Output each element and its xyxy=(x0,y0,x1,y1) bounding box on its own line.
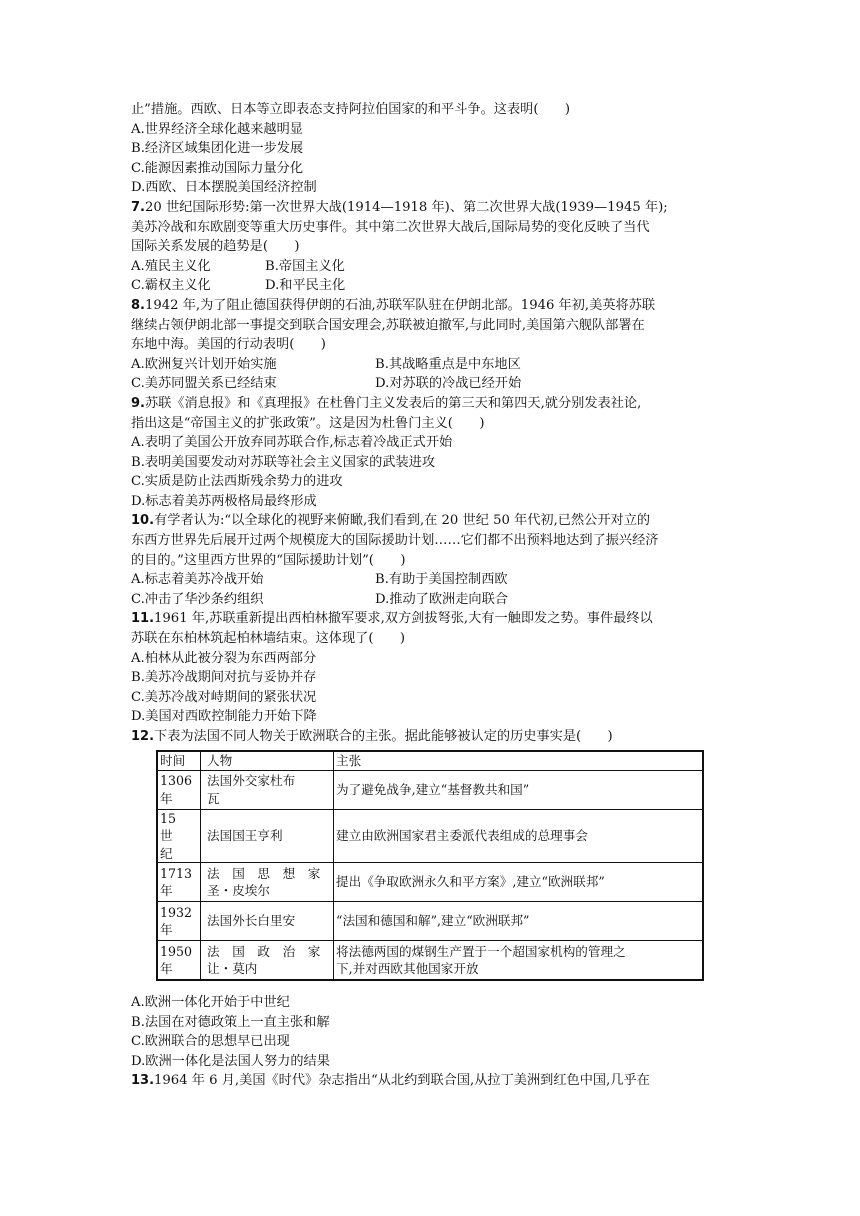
table-cell: 1713 年 xyxy=(157,863,201,902)
table-header-cell: 人物 xyxy=(201,751,334,771)
option-a: A.殖民主义化 xyxy=(131,258,211,274)
table-cell: 将法德两国的煤钢生产置于一个超国家机构的管理之 下,并对西欧其他国家开放 xyxy=(334,941,704,981)
table-header-cell: 主张 xyxy=(334,751,704,771)
option-d: D.美国对西欧控制能力开始下降 xyxy=(131,709,317,725)
question-text: 1961 年,苏联重新提出西柏林撤军要求,双方剑拔弩张,大有一触即发之势。事件最终以 xyxy=(154,611,653,627)
option-b: B.有助于美国控制西欧 xyxy=(375,572,508,588)
option-b: B.帝国主义化 xyxy=(265,258,345,274)
question-text: 的目的。”这里西方世界的“国际援助计划”( ) xyxy=(131,552,406,568)
question-number: 12. xyxy=(131,729,155,744)
table-row xyxy=(157,770,703,809)
option-c: C.霸权主义化 xyxy=(131,278,211,294)
option-b: B.法国在对德政策上一直主张和解 xyxy=(131,1014,330,1030)
question-text: 20 世纪国际形势:第一次世界大战(1914—1918 年)、第二次世界大战(1939—1945 年); xyxy=(144,199,668,215)
question-text: 下表为法国不同人物关于欧洲联合的主张。据此能够被认定的历史事实是( ) xyxy=(154,729,613,744)
table-cell: 法 国 政 治 家 让・莫内 xyxy=(201,941,334,981)
option-a: A.世界经济全球化越来越明显 xyxy=(131,121,303,137)
question-7 xyxy=(131,198,731,296)
table-cell: “法国和德国和解”,建立“欧洲联邦” xyxy=(334,902,704,941)
question-12 xyxy=(131,727,731,1071)
option-a: A.表明了美国公开放弃同苏联合作,标志着冷战正式开始 xyxy=(131,435,453,451)
option-c: C.实质是防止法西斯残余势力的进攻 xyxy=(131,474,343,490)
question-text: 苏联《消息报》和《真理报》在杜鲁门主义发表后的第三天和第四天,就分别发表社论, xyxy=(144,395,642,411)
question-6 xyxy=(131,100,731,198)
question-10 xyxy=(131,511,731,609)
question-text: 东地中海。美国的行动表明( ) xyxy=(131,337,326,353)
option-d: D.标志着美苏两极格局最终形成 xyxy=(131,493,317,509)
question-text: 国际关系发展的趋势是( ) xyxy=(131,239,300,255)
table-cell: 法国外长白里安 xyxy=(201,902,334,941)
question-text: 止”措施。西欧、日本等立即表态支持阿拉伯国家的和平斗争。这表明( ) xyxy=(131,102,571,117)
table-cell: 法 国 思 想 家 圣・皮埃尔 xyxy=(201,863,334,902)
option-d: D.和平民主化 xyxy=(265,278,346,294)
question-text: 继续占领伊朗北部一事提交到联合国安理会,苏联被迫撤军,与此同时,美国第六舰队部署在 xyxy=(131,317,645,333)
table-row xyxy=(157,902,703,941)
option-b: B.经济区域集团化进一步发展 xyxy=(131,141,304,157)
table-cell: 法国国王亨利 xyxy=(201,809,334,863)
option-c: C.欧洲联合的思想早已出现 xyxy=(131,1034,290,1050)
question-text: 东西方世界先后展开过两个规模庞大的国际援助计划……它们都不出预料地达到了振兴经济 xyxy=(131,533,659,549)
question-text: 1964 年 6 月,美国《时代》杂志指出“从北约到联合国,从拉丁美洲到红色中国,几乎在 xyxy=(154,1073,650,1089)
table-header-row xyxy=(157,751,703,771)
table-cell: 15 世 纪 xyxy=(157,809,201,863)
option-d: D.西欧、日本摆脱美国经济控制 xyxy=(131,180,317,196)
table-cell: 1306 年 xyxy=(157,770,201,809)
option-c: C.能源因素推动国际力量分化 xyxy=(131,160,304,176)
option-b: B.美苏冷战期间对抗与妥协并存 xyxy=(131,670,317,686)
option-d: D.欧洲一体化是法国人努力的结果 xyxy=(131,1053,330,1069)
option-a: A.柏林从此被分裂为东西两部分 xyxy=(131,650,317,666)
question-text: 指出这是“帝国主义的扩张政策”。这是因为杜鲁门主义( ) xyxy=(131,415,485,431)
option-b: B.表明美国要发动对苏联等社会主义国家的武装进攻 xyxy=(131,454,436,470)
option-c: C.冲击了华沙条约组织 xyxy=(131,591,264,607)
table-cell: 1932 年 xyxy=(157,902,201,941)
table-row xyxy=(157,941,703,981)
table-header-cell: 时间 xyxy=(157,751,201,771)
option-c: C.美苏冷战对峙期间的紧张状况 xyxy=(131,689,317,705)
option-d: D.对苏联的冷战已经开始 xyxy=(375,376,522,392)
question-text: 苏联在东柏林筑起柏林墙结束。这体现了( ) xyxy=(131,631,406,647)
question-11 xyxy=(131,609,731,727)
question-9 xyxy=(131,394,731,512)
question-text: 有学者认为:“以全球化的视野来俯瞰,我们看到,在 20 世纪 50 年代初,已然公开对立的 xyxy=(154,513,651,529)
option-a: A.标志着美苏冷战开始 xyxy=(131,572,264,588)
history-table xyxy=(156,750,704,982)
exam-page xyxy=(131,100,731,1091)
question-text: 美苏冷战和东欧剧变等重大历史事件。其中第二次世界大战后,国际局势的变化反映了当代 xyxy=(131,219,650,235)
option-a: A.欧洲一体化开始于中世纪 xyxy=(131,995,290,1011)
question-number: 8. xyxy=(131,297,145,313)
option-d: D.推动了欧洲走向联合 xyxy=(375,591,508,607)
question-number: 13. xyxy=(131,1073,155,1089)
question-13 xyxy=(131,1071,731,1091)
option-b: B.其战略重点是中东地区 xyxy=(375,356,521,372)
table-cell: 1950 年 xyxy=(157,941,201,981)
option-a: A.欧洲复兴计划开始实施 xyxy=(131,356,277,372)
table-cell: 法国外交家杜布 瓦 xyxy=(201,770,334,809)
question-number: 10. xyxy=(131,513,155,529)
question-text: 1942 年,为了阻止德国获得伊朗的石油,苏联军队驻在伊朗北部。1946 年初,美英将苏联 xyxy=(144,297,656,313)
question-8 xyxy=(131,296,731,394)
table-row xyxy=(157,809,703,863)
table-row xyxy=(157,863,703,902)
question-number: 11. xyxy=(131,611,155,627)
question-number: 7. xyxy=(131,199,145,215)
table-cell: 为了避免战争,建立“基督教共和国” xyxy=(334,770,704,809)
option-c: C.美苏同盟关系已经结束 xyxy=(131,376,277,392)
table-cell: 提出《争取欧洲永久和平方案》,建立“欧洲联邦” xyxy=(334,863,704,902)
table-cell: 建立由欧洲国家君主委派代表组成的总理事会 xyxy=(334,809,704,863)
question-number: 9. xyxy=(131,395,145,411)
